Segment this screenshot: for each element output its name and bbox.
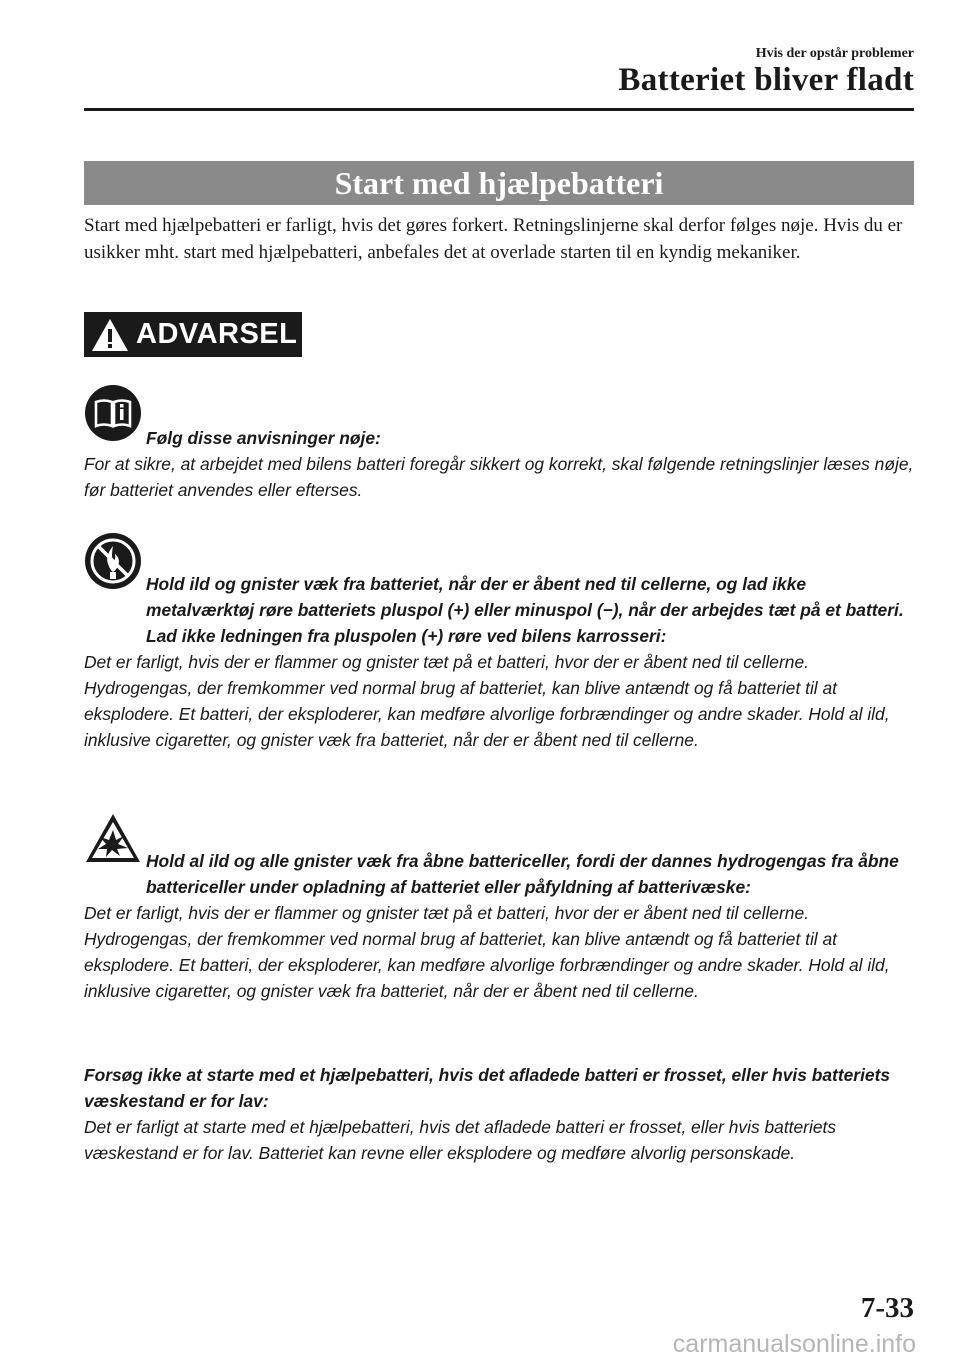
warning-lead: Hold ild og gnister væk fra batteriet, når der er åbent ned til cellerne, og lad ikke metalværktøj røre batteriets pluspol (+) eller minuspol (−), når der arbejdes tæt på et batteri. Lad ikke ledningen fra pluspolen (+) røre ved bilens karrosseri: <box>146 574 904 646</box>
warning-item <box>84 571 914 753</box>
warning-label-text: ADVARSEL <box>136 318 298 350</box>
header-rule <box>84 108 914 111</box>
warning-item <box>84 1062 914 1166</box>
warning-item <box>84 425 914 503</box>
warning-body: Det er farligt, hvis der er flammer og gnister tæt på et batteri, hvor der er åbent ned til cellerne. Hydrogengas, der fremkommer ved normal brug af batteriet, kan blive antændt og få batteriet til at eksplodere. Et batteri, der eksploderer, kan medføre alvorlige forbrændinger og andre skader. Hold al ild, inklusive cigaretter, og gnister væk fra batteriet, når der er åbent ned til cellerne. <box>84 903 890 1001</box>
page-title: Batteriet bliver fladt <box>618 62 914 98</box>
warning-body: Det er farligt, hvis der er flammer og gnister tæt på et batteri, hvor der er åbent ned til cellerne. Hydrogengas, der fremkommer ved normal brug af batteriet, kan blive antændt og få batteriet til at eksplodere. Et batteri, der eksploderer, kan medføre alvorlige forbrændinger og andre skader. Hold al ild, inklusive cigaretter, og gnister væk fra batteriet, når der er åbent ned til cellerne. <box>84 652 890 750</box>
warning-label <box>84 312 302 357</box>
warning-body: Det er farligt at starte med et hjælpebatteri, hvis det afladede batteri er frosset, eller hvis batteriets væskestand er for lav. Batteriet kan revne eller eksplodere og medføre alvorlig personskade. <box>84 1117 837 1163</box>
page-number: 7-33 <box>860 1292 914 1324</box>
intro-paragraph: Start med hjælpebatteri er farligt, hvis det gøres forkert. Retningslinjerne skal derfor følges nøje. Hvis du er usikker mht. start med hjælpebatteri, anbefales det at overlade starten til en kyndig mekaniker. <box>84 215 903 263</box>
warning-body: For at sikre, at arbejdet med bilens batteri foregår sikkert og korrekt, skal følgende retningslinjer læses nøje, før batteriet anvendes eller efterses. <box>84 454 914 500</box>
warning-triangle-icon <box>84 312 136 357</box>
warning-lead: Hold al ild og alle gnister væk fra åbne battericeller, fordi der dannes hydrogengas fra åbne battericeller under opladning af batteriet eller påfyldning af batterivæske: <box>146 851 899 897</box>
warning-item <box>84 848 914 1004</box>
warning-lead: Forsøg ikke at starte med et hjælpebatteri, hvis det afladede batteri er frosset, eller hvis batteriets væskestand er for lav: <box>84 1065 891 1111</box>
warning-lead: Følg disse anvisninger nøje: <box>146 428 381 448</box>
header-subtitle: Hvis der opstår problemer <box>755 46 914 61</box>
section-title: Start med hjælpebatteri <box>84 161 914 205</box>
watermark: carmanualsonline.info <box>672 1330 916 1358</box>
